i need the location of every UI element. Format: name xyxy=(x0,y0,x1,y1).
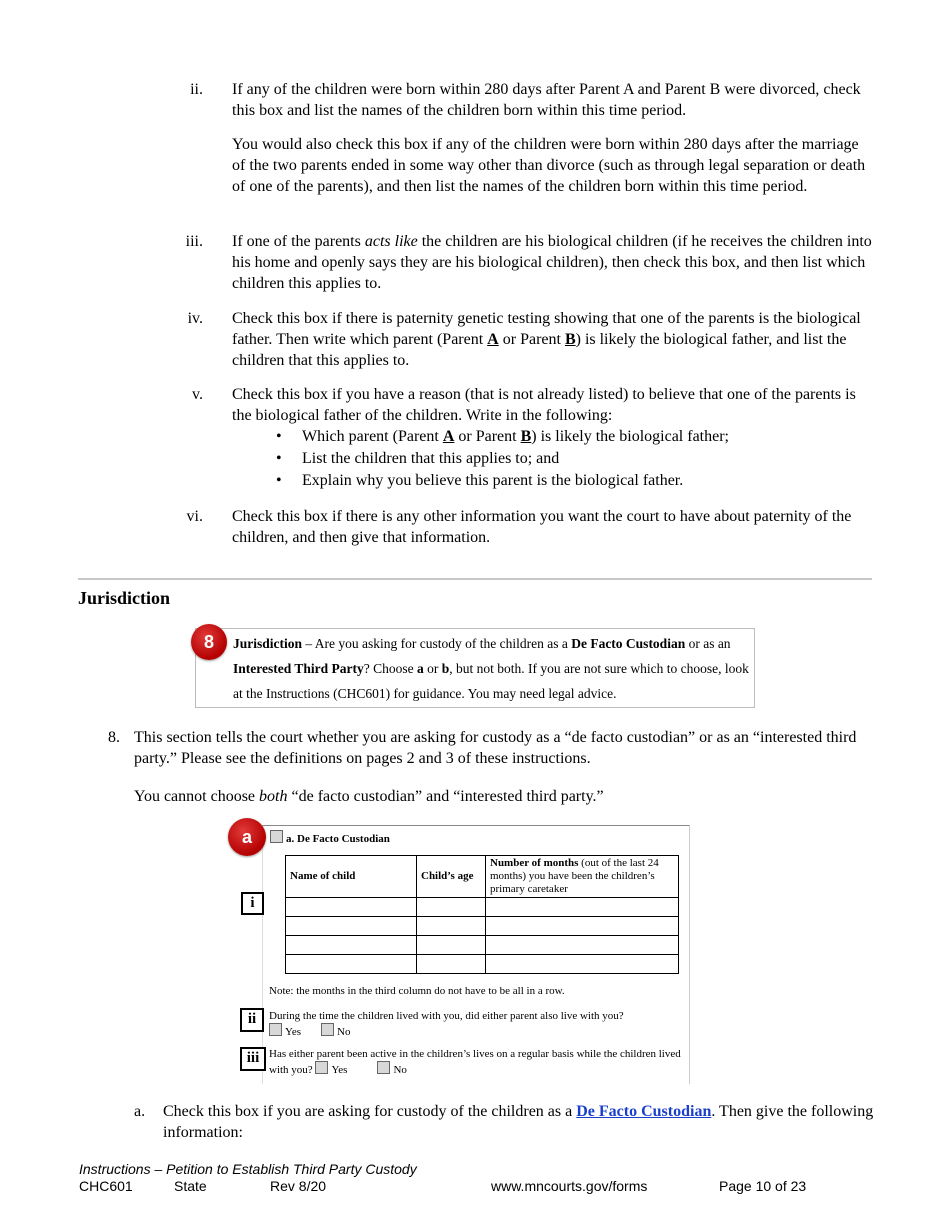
section-heading: Jurisdiction xyxy=(78,588,171,608)
item-iv-text: Check this box if there is paternity genetic testing showing that one of the parents is the biological father. Then write which parent (Parent A or Parent B) is likely the biological father, and list the children that this applies to. xyxy=(232,310,861,369)
footer-revision: Rev 8/20 xyxy=(270,1178,327,1194)
item-number-8: 8. xyxy=(108,729,120,746)
bullet-item: • Which parent (Parent A or Parent B) is likely the biological father; xyxy=(272,426,862,448)
item-number-v: v. xyxy=(192,386,203,403)
roman-i-marker: i xyxy=(241,892,264,915)
table-row xyxy=(286,955,679,974)
item-ii-text: If any of the children were born within 280 days after Parent A and Parent B were divorced, check this box and list the names of the children born within this time period. xyxy=(232,81,861,119)
q2-yes-checkbox[interactable] xyxy=(269,1023,282,1036)
footer-title: Instructions – Petition to Establish Third Party Custody xyxy=(79,1161,417,1177)
q3-yes-label: Yes xyxy=(331,1064,348,1076)
col-months-header: Number of months (out of the last 24 months) you have been the children’s primary caretaker xyxy=(486,856,679,898)
footer-page-number: Page 10 of 23 xyxy=(719,1178,807,1194)
col-name-header: Name of child xyxy=(286,856,417,898)
q2-yes-label: Yes xyxy=(285,1026,302,1038)
item-number-a: a. xyxy=(134,1103,146,1120)
cell-name[interactable] xyxy=(286,936,417,955)
months-note: Note: the months in the third column do not have to be all in a row. xyxy=(269,985,565,997)
item-a-text: Check this box if you are asking for custody of the children as a De Facto Custodian. Then give the following information: xyxy=(163,1103,874,1141)
table-header-row xyxy=(286,856,679,898)
item-number-ii: ii. xyxy=(190,81,203,98)
q2-no-checkbox[interactable] xyxy=(321,1023,334,1036)
cell-months[interactable] xyxy=(486,917,679,936)
cell-months[interactable] xyxy=(486,955,679,974)
item-number-vi: vi. xyxy=(186,508,203,525)
item-vi-text: Check this box if there is any other information you want the court to have about paternity of the children, and then give that information. xyxy=(232,508,852,546)
question-iii-text: Has either parent been active in the children’s lives on a regular basis while the children lived xyxy=(269,1048,681,1060)
cell-age[interactable] xyxy=(417,898,486,917)
table-row xyxy=(286,936,679,955)
de-facto-checkbox[interactable] xyxy=(270,830,283,843)
cell-age[interactable] xyxy=(417,917,486,936)
cell-age[interactable] xyxy=(417,955,486,974)
cell-name[interactable] xyxy=(286,917,417,936)
table-row xyxy=(286,898,679,917)
roman-iii-marker: iii xyxy=(240,1047,266,1071)
question-iii-text-cont: with you? xyxy=(269,1064,313,1076)
footer-form-code: CHC601 xyxy=(79,1178,133,1194)
footer-state: State xyxy=(174,1178,207,1194)
item-number-iv: iv. xyxy=(187,310,203,327)
cell-name[interactable] xyxy=(286,955,417,974)
q2-no-label: No xyxy=(337,1026,351,1038)
item-v-text: Check this box if you have a reason (that is not already listed) to believe that one of the parents is the biological father of the children. Write in the following: xyxy=(232,386,856,424)
question-iii xyxy=(269,1047,687,1077)
item-v-bullets xyxy=(272,426,862,492)
item-ii-text2: You would also check this box if any of the children were born within 280 days after the marriage of the two parents ended in some way other than divorce (such as through legal separation or death of one of the parents), and then list the names of the children born within this time period. xyxy=(232,136,866,195)
q3-no-label: No xyxy=(393,1064,407,1076)
q3-yes-checkbox[interactable] xyxy=(315,1061,328,1074)
item-iii-text: If one of the parents acts like the children are his biological children (if he receives the children into his home and openly says they are his biological children), then check this box, and then list which children this applies to. xyxy=(232,233,872,292)
q3-no-checkbox[interactable] xyxy=(377,1061,390,1074)
question-ii-text: During the time the children lived with you, did either parent also live with you? xyxy=(269,1010,624,1022)
footer-url: www.mncourts.gov/forms xyxy=(491,1178,648,1194)
cell-age[interactable] xyxy=(417,936,486,955)
roman-ii-marker: ii xyxy=(240,1008,264,1032)
cell-name[interactable] xyxy=(286,898,417,917)
col-age-header: Child’s age xyxy=(417,856,486,898)
jurisdiction-callout-text: Jurisdiction – Are you asking for custody of the children as a De Facto Custodian or as an Interested Third Party? Choose a or b, but not both. If you are not sure which to choose, look at the Instructions (CHC601) for guidance. You may need legal advice. xyxy=(233,636,749,701)
section-divider xyxy=(78,578,872,580)
table-row xyxy=(286,917,679,936)
item-8-note: You cannot choose both “de facto custodian” and “interested third party.” xyxy=(134,788,604,805)
cell-months[interactable] xyxy=(486,936,679,955)
item-8-text: This section tells the court whether you are asking for custody as a “de facto custodian” or as an “interested third party.” Please see the definitions on pages 2 and 3 of these instructions. xyxy=(134,729,857,767)
step-8-badge: 8 xyxy=(191,624,227,660)
item-number-iii: iii. xyxy=(185,233,203,250)
de-facto-custodian-link[interactable]: De Facto Custodian xyxy=(576,1103,712,1120)
cell-months[interactable] xyxy=(486,898,679,917)
question-ii xyxy=(269,1009,684,1039)
children-table xyxy=(285,855,679,974)
bullet-item: • List the children that this applies to; and xyxy=(272,448,862,470)
bullet-item: • Explain why you believe this parent is the biological father. xyxy=(272,470,862,492)
de-facto-title: a. De Facto Custodian xyxy=(270,830,390,846)
step-a-badge: a xyxy=(228,818,266,856)
